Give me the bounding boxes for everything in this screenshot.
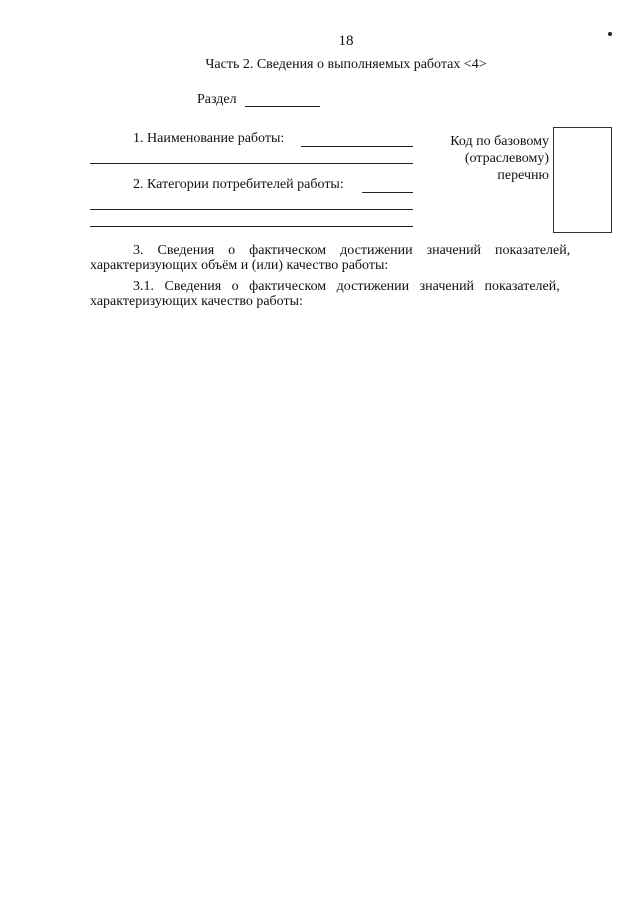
- paragraph-3-line2: характеризующих объём и (или) качество работы:: [90, 258, 389, 273]
- part-title: Часть 2. Сведения о выполняемых работах <4>: [205, 57, 487, 72]
- code-label-line3: перечню: [497, 168, 549, 183]
- consumer-categories-blank-line-3: [90, 226, 413, 227]
- code-label-line2: (отраслевому): [464, 151, 549, 166]
- code-box: [553, 127, 612, 233]
- work-name-blank-line: [301, 146, 413, 147]
- paragraph-3-1-line1: 3.1. Сведения о фактическом достижении значений показателей,: [133, 279, 560, 294]
- consumer-categories-blank-line-2: [90, 209, 413, 210]
- work-name-blank-line-2: [90, 163, 413, 164]
- consumer-categories-label: 2. Категории потребителей работы:: [133, 177, 344, 192]
- scan-speck: [608, 32, 612, 36]
- page-number: 18: [338, 33, 354, 49]
- section-blank-line: [245, 106, 320, 107]
- paragraph-3-1-line2: характеризующих качество работы:: [90, 294, 303, 309]
- paragraph-3-line1: 3. Сведения о фактическом достижении значений показателей,: [133, 243, 571, 258]
- work-name-label: 1. Наименование работы:: [133, 131, 285, 146]
- consumer-categories-blank-line: [362, 192, 413, 193]
- code-label-line1: Код по базовому: [450, 134, 549, 149]
- section-label: Раздел: [197, 92, 237, 107]
